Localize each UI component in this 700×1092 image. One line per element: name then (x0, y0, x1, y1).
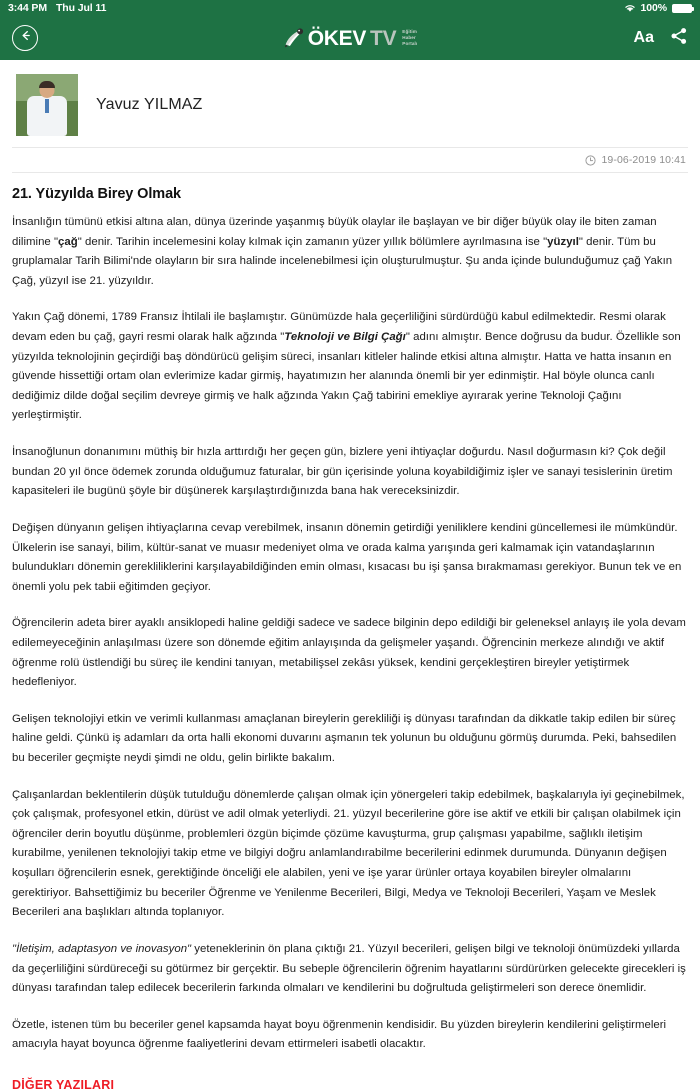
brand-tagline-line-3: Portalı (402, 41, 418, 47)
brand-logo[interactable] (283, 27, 418, 49)
paragraph-text-run: yeteneklerinin ön plana çıktığı 21. Yüzyıl becerileri, gelişen bilgi ve teknoloji önümüzdeki yıllarda da geçerliliğini sürdüreceği su götürmez bir gerçektir. Bu sebeple öğrencilerin öğrenim hayatlarını sürdürürken gelecekte girecekleri iş dünyası tarafından talep edilecek becerilerin farkında olmaları ve kendilerini bu doğrultuda geliştirmeleri son derece önemlidir. (12, 942, 686, 995)
paragraph-text-run: Çalışanlardan beklentilerin düşük tutulduğu dönemlerde çalışan olmak için yönergeleri takip edebilmek, başkalarıyla iyi geçinebilmek, çok çalışmak, profesyonel etkin, dürüst ve adil olmak yeterliydi. 21. yüzyıl becerilerine göre ise aktif ve etkili bir çalışan olabilmek için öğrenciler derin boyutlu düşünme, problemleri özgün biçimde çözüme kavuşturma, grup çalışması yapabilme, sağlıklı iletişim kurabilme, yenilenen teknolojiyi takip etme ve bilgiyi doğru anlamlandırabilme becerilerini edinmek durumunda. Dünyanın değişen koşulları öğrencilerin esnek, gerektiğinde önceliği ele alabilen, yeni ve işe yarar ürünler ortaya koyabilen bireyler olmalarını gerektiriyor. Bahsettiğimiz bu beceriler Öğrenme ve Yenilenme Becerileri, Bilgi, Medya ve Teknoloji Becerileri, Yaşam ve Meslek Becerileri ana başlıkları altında toplanıyor. (12, 788, 685, 919)
paragraph-text-run: Gelişen teknolojiyi etkin ve verimli kullanması amaçlanan bireylerin gerekliliği iş dünyası tarafından da dikkatle takip edilen bir süreç haline geldi. Çünkü iş adamları da orta halli ekonomi duvarını aşmanın tek yolunun bu olduğunu görmüş durumda. Peki, bahsedilen bu beceriler geçmişte neydi şimdi ne oldu, gelin birlikte bakalım. (12, 712, 677, 765)
paragraph-text-run: Değişen dünyanın gelişen ihtiyaçlarına cevap verebilmek, insanın dönemin getirdiği yeniliklere kendini güncellemesi ile mümkündür. Ülkelerin ise sanayi, bilim, kültür-sanat ve muasır medeniyet olma ve orada kalma yarışında geri kalmamak için vatandaşlarının bulundukları dönemin gerekliliklerini karşılayabildiğinden emin olması, kısacası bu işi şansa bırakmaması gerekiyor. Bunun tek ve en önemli yolu pek tabii eğitimden geçiyor. (12, 521, 682, 593)
wifi-icon (624, 3, 636, 13)
other-articles-heading[interactable]: DİĞER YAZILARI (12, 1077, 115, 1092)
article-meta-row (12, 147, 688, 173)
paragraph-text-run: " denir. Tarihin incelemesini kolay kılmak için zamanın yüzer yıllık bölümlere ayrılmasına ise " (77, 235, 548, 248)
article-paragraph (12, 519, 688, 597)
back-arrow-icon (19, 29, 32, 47)
status-bar (0, 0, 700, 16)
paragraph-text-run: Yakın Çağ dönemi, 1789 Fransız İhtilali ile başlamıştır. Günümüzde hala geçerliliğini sürdürdüğü kabul edilmektedir. Resmi olarak devam eden bu çağ, gayri resmi olarak halk ağzında " (12, 311, 666, 344)
app-bar (0, 16, 700, 60)
paragraph-text-run: " denir. Tüm bu gruplamalar Tarih Bilimi'nde olayların bir sıra halinde incelenebilmesi için oluşturulmuştur. Şu anda içinde bulunduğumuz çağ Yakın Çağ, yüzyıl ise 21. yüzyıldır. (12, 235, 673, 287)
article-container (0, 60, 700, 1055)
avatar (16, 74, 78, 136)
brand-name-primary: ÖKEV (307, 26, 367, 50)
article-paragraph (12, 940, 688, 999)
back-button[interactable] (12, 25, 38, 51)
battery-percent-label: 100% (640, 2, 667, 14)
share-icon (670, 27, 688, 50)
paragraph-text-run: "İletişim, adaptasyon ve inovasyon" (12, 942, 192, 955)
brand-tagline-line-1: Eğitim (402, 28, 417, 34)
article-paragraph (12, 213, 688, 291)
article-body (12, 213, 688, 1055)
clock-icon (585, 155, 596, 166)
paragraph-text-run: çağ (58, 235, 78, 248)
paragraph-text-run: " adını almıştır. Bence doğrusu da budur. Özellikle son yüzyılda teknolojinin geçirdiği baş döndürücü gelişim süreci, insanları kitleler halinde etkisi altına almıştır. Hatta ve hatta insanın en güvende hissettiği ortam olan evlerimize kadar girmiş, hayatımızın her alanında önemli bir yer edinmiştir. Hal böyle olunca canlı dediğimiz dilde doğal seçilim devreye girmiş ve halk ağzında Yakın Çağ tabirini emekliye ayırarak yerine Teknoloji Çağını yerleştirmiştir. (12, 331, 681, 422)
article-paragraph (12, 308, 688, 426)
paragraph-text-run: İnsanoğlunun donanımını müthiş bir hızla arttırdığı her geçen gün, bizlere yeni ihtiyaçlar doğurdu. Nasıl doğurmasın ki? Çok değil bundan 20 yıl önce ödemek zorunda olduğumuz faturalar, bir gün içerisinde yoluna koyabildiğimiz işler ve sanayi tesislerinin üretim kapasiteleri ile bugünü şöyle bir düşünerek karşılaştırdığınızda bana hak vereceksinizdir. (12, 446, 673, 498)
pen-nib-logo-icon (283, 27, 305, 49)
article-paragraph (12, 443, 688, 502)
status-bar-left (8, 2, 106, 14)
status-bar-time: 3:44 PM (8, 2, 47, 14)
article-paragraph (12, 614, 688, 692)
paragraph-text-run: İnsanlığın tümünü etkisi altına alan, dünya üzerinde yaşanmış büyük olaylar ile başlayan ve bir diğer büyük olay ile biten zaman dilimine " (12, 216, 657, 248)
app-bar-actions (634, 27, 688, 50)
paragraph-text-run: Öğrencilerin adeta birer ayaklı ansiklopedi haline geldiği sadece ve sadece bilginin depo edildiği bir geleneksel anlayış ile yola devam edilemeyeceğinin anlaşılması üzere son dönemde eğitim anlayışında da gelişmeler yaşandı. Öğrencinin merkeze alındığı ve aktif öğrenme rolü üstlendiği bu süreç ile kendini tanıyan, metabilişsel zekâsı yüksek, kendini gerçekleştiren bireyler yetiştirmek hedefleniyor. (12, 617, 686, 689)
paragraph-text-run: yüzyıl (547, 235, 579, 248)
share-button[interactable] (670, 27, 688, 50)
battery-full-icon (672, 4, 692, 13)
article-paragraph (12, 710, 688, 769)
article-paragraph (12, 786, 688, 923)
page-title: 21. Yüzyılda Birey Olmak (12, 186, 182, 202)
font-size-button[interactable]: Aa (633, 29, 654, 46)
brand-tagline (402, 29, 417, 47)
author-name: Yavuz YILMAZ (96, 96, 203, 113)
status-bar-right (624, 2, 692, 14)
article-date: 19-06-2019 10:41 (601, 154, 686, 166)
brand-tagline-line-2: Haber (402, 34, 416, 40)
brand-name-secondary: TV (370, 26, 397, 50)
paragraph-text-run: Özetle, istenen tüm bu beceriler genel kapsamda hayat boyu öğrenmenin kendisidir. Bu yüzden bireylerin kendilerini geliştirmeleri amacıyla hayat boyunca öğrenme faaliyetlerini devam ettirmeleri isabetli olacaktır. (12, 1018, 667, 1051)
author-row[interactable] (12, 60, 688, 148)
status-bar-date: Thu Jul 11 (55, 2, 107, 14)
paragraph-text-run: Teknoloji ve Bilgi Çağı (284, 331, 406, 344)
article-paragraph (12, 1016, 688, 1055)
